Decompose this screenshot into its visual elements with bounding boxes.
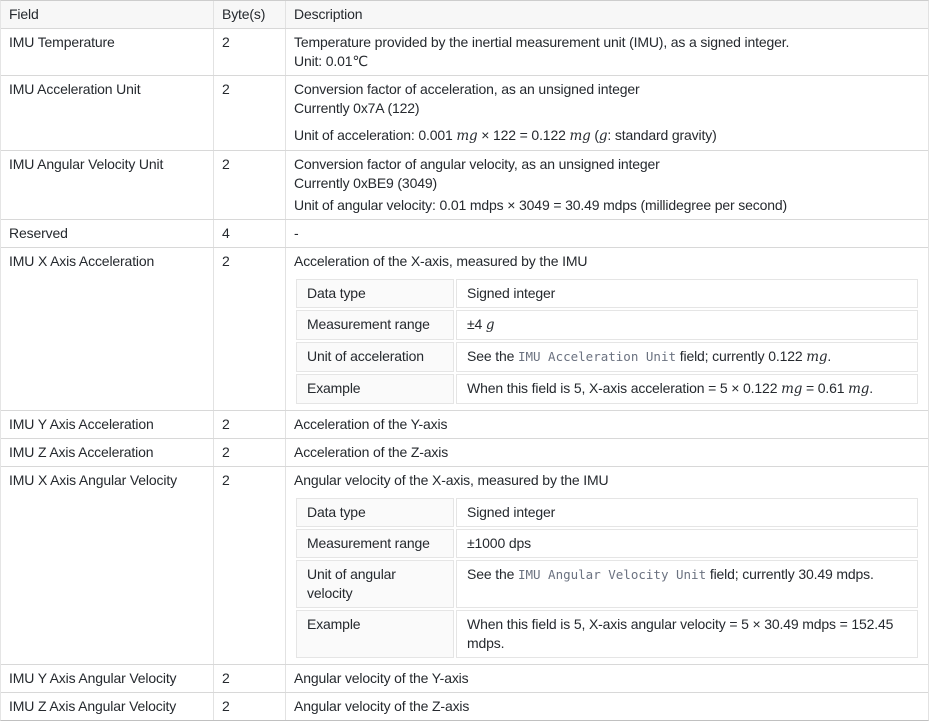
description-line <box>294 224 920 243</box>
text-segment: When this field is 5, X-axis angular velocity = 5 × 30.49 mdps = 152.45 mdps. <box>467 616 894 651</box>
nested-label-cell: Unit of angular velocity <box>296 560 454 608</box>
nested-row <box>296 529 918 558</box>
description-cell <box>286 665 928 692</box>
text-segment: Angular velocity of the Z-axis <box>294 698 470 714</box>
bytes-cell: 2 <box>214 29 286 75</box>
table-row <box>1 439 928 467</box>
text-segment: Signed integer <box>467 285 556 301</box>
nested-value-cell <box>456 310 918 340</box>
text-segment: Signed integer <box>467 504 556 520</box>
nested-value-cell <box>456 279 918 308</box>
text-segment: ±4 <box>467 316 486 332</box>
field-cell: IMU Z Axis Angular Velocity <box>1 693 214 720</box>
text-segment: mg <box>456 128 478 144</box>
text-segment: g <box>485 317 495 333</box>
description-cell <box>286 693 928 720</box>
bytes-cell: 2 <box>214 665 286 692</box>
nested-value-cell <box>456 529 918 558</box>
column-header-field: Field <box>1 1 214 28</box>
text-segment: mg <box>848 381 870 397</box>
text-segment: Temperature provided by the inertial measurement unit (IMU), as a signed integer. <box>294 34 790 50</box>
text-segment: ±1000 dps <box>467 535 531 551</box>
text-segment: mg <box>781 381 803 397</box>
nested-row <box>296 498 918 527</box>
description-line <box>294 99 920 118</box>
field-cell: IMU Y Axis Angular Velocity <box>1 665 214 692</box>
table-row <box>1 665 928 693</box>
nested-row <box>296 342 918 372</box>
field-cell: IMU X Axis Angular Velocity <box>1 467 214 664</box>
description-cell <box>286 151 928 219</box>
table-row <box>1 693 928 720</box>
column-header-bytes: Byte(s) <box>214 1 286 28</box>
nested-label-cell: Data type <box>296 279 454 308</box>
text-segment: mg <box>569 128 591 144</box>
text-segment: Conversion factor of angular velocity, as an unsigned integer <box>294 156 660 172</box>
text-segment: : standard gravity) <box>607 127 717 143</box>
description-cell <box>286 411 928 438</box>
text-segment: Currently 0xBE9 (3049) <box>294 175 437 191</box>
nested-value-cell <box>456 498 918 527</box>
bytes-cell: 2 <box>214 151 286 219</box>
bytes-cell: 2 <box>214 76 286 150</box>
nested-label-cell: Measurement range <box>296 529 454 558</box>
nested-value-cell <box>456 374 918 404</box>
field-cell: IMU X Axis Acceleration <box>1 248 214 410</box>
nested-label-cell: Example <box>296 374 454 404</box>
description-line <box>294 196 920 215</box>
field-cell: Reserved <box>1 220 214 247</box>
text-segment: . <box>869 380 874 396</box>
description-cell <box>286 29 928 75</box>
text-segment: Unit: 0.01℃ <box>294 53 368 69</box>
nested-label-cell: Example <box>296 610 454 658</box>
nested-value-cell <box>456 610 918 658</box>
table-row <box>1 76 928 151</box>
text-segment: Acceleration of the Y-axis <box>294 416 448 432</box>
description-line <box>294 443 920 462</box>
text-segment: Unit of acceleration: 0.001 <box>294 127 457 143</box>
description-line <box>294 52 920 71</box>
nested-row <box>296 374 918 404</box>
description-cell <box>286 220 928 247</box>
text-segment: ( <box>590 127 599 143</box>
bytes-cell: 2 <box>214 439 286 466</box>
field-cell: IMU Acceleration Unit <box>1 76 214 150</box>
nested-value-cell <box>456 560 918 608</box>
text-segment: Acceleration of the Z-axis <box>294 444 449 460</box>
description-line <box>294 669 920 688</box>
field-cell: IMU Z Axis Acceleration <box>1 439 214 466</box>
table-row <box>1 411 928 439</box>
text-segment: When this field is 5, X-axis acceleration = 5 × 0.122 <box>467 380 782 396</box>
description-cell <box>286 76 928 150</box>
bytes-cell: 2 <box>214 693 286 720</box>
bytes-cell: 2 <box>214 248 286 410</box>
table-row <box>1 29 928 76</box>
text-segment: Currently 0x7A (122) <box>294 100 420 116</box>
description-line <box>294 33 920 52</box>
text-segment: field; currently 0.122 <box>676 348 807 364</box>
description-line <box>294 252 920 271</box>
table-row <box>1 248 928 411</box>
nested-row <box>296 310 918 340</box>
field-cell: IMU Y Axis Acceleration <box>1 411 214 438</box>
inline-code: IMU Angular Velocity Unit <box>517 567 707 582</box>
table-row <box>1 467 928 665</box>
nested-detail-table <box>294 277 920 406</box>
nested-label-cell: Measurement range <box>296 310 454 340</box>
text-segment: See the <box>467 348 518 364</box>
nested-label-cell: Data type <box>296 498 454 527</box>
description-cell <box>286 467 928 664</box>
text-segment: × 122 = 0.122 <box>477 127 570 143</box>
text-segment: Unit of angular velocity: 0.01 mdps × 3049 = 30.49 mdps (millidegree per second) <box>294 197 788 213</box>
text-segment: Conversion factor of acceleration, as an unsigned integer <box>294 81 640 97</box>
description-line <box>294 415 920 434</box>
nested-row <box>296 560 918 608</box>
table-header-row <box>1 1 928 29</box>
table-row <box>1 220 928 248</box>
description-line <box>294 471 920 490</box>
description-cell <box>286 248 928 410</box>
text-segment: Angular velocity of the Y-axis <box>294 670 469 686</box>
text-segment: See the <box>467 566 518 582</box>
bytes-cell: 2 <box>214 411 286 438</box>
description-line <box>294 155 920 174</box>
description-line <box>294 174 920 193</box>
nested-row <box>296 279 918 308</box>
nested-value-cell <box>456 342 918 372</box>
inline-code: IMU Acceleration Unit <box>517 349 676 364</box>
text-segment: Acceleration of the X-axis, measured by the IMU <box>294 253 588 269</box>
nested-detail-table <box>294 496 920 660</box>
nested-row <box>296 610 918 658</box>
table-body <box>1 29 928 720</box>
description-line <box>294 697 920 716</box>
description-line <box>294 126 920 146</box>
field-cell: IMU Temperature <box>1 29 214 75</box>
description-line <box>294 80 920 99</box>
description-cell <box>286 439 928 466</box>
text-segment: - <box>294 225 299 241</box>
column-header-description: Description <box>294 6 363 22</box>
text-segment: . <box>827 348 832 364</box>
text-segment: g <box>598 128 608 144</box>
text-segment: mg <box>806 349 828 365</box>
text-segment: Angular velocity of the X-axis, measured by the IMU <box>294 472 609 488</box>
nested-label-cell: Unit of acceleration <box>296 342 454 372</box>
field-cell: IMU Angular Velocity Unit <box>1 151 214 219</box>
table-row <box>1 151 928 220</box>
text-segment: field; currently 30.49 mdps. <box>706 566 874 582</box>
bytes-cell: 2 <box>214 467 286 664</box>
bytes-cell: 4 <box>214 220 286 247</box>
text-segment: = 0.61 <box>802 380 849 396</box>
